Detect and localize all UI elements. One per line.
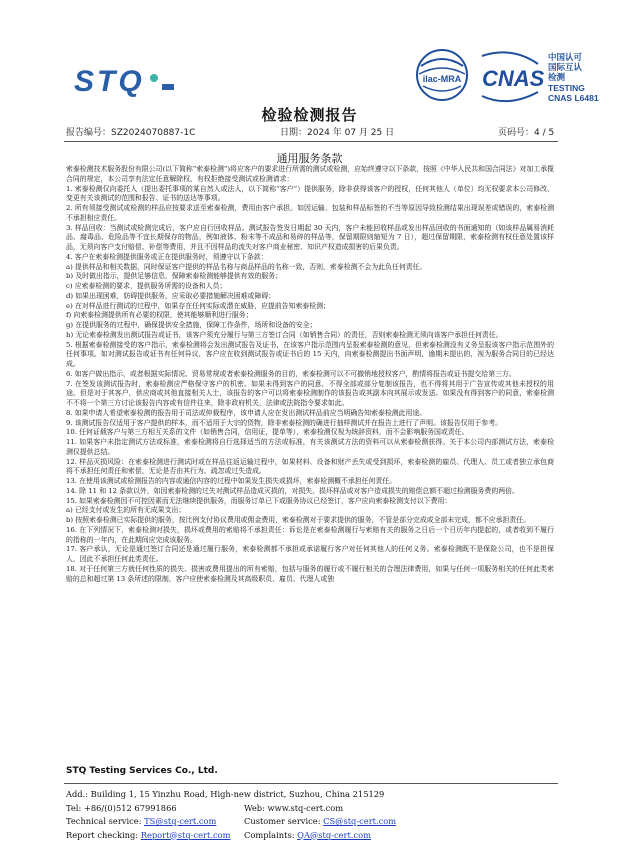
cnas-cn-line1: 中国认可 <box>548 53 583 63</box>
terms-paragraph: 5. 根据索泰检测接受的客户指示，索泰检测将会发出测试报告及证书，在该客户指示范围内呈报索泰检测的意见，但索泰检测没有义务呈报该客户指示范围外的任何事项。如对测试报告或证书有任何异议，客户应在收到测试报告或证书后的 15 天内，向索泰检测提出书面声明，逾期未提出的，视为服务合同目的已经达成。 <box>66 340 554 368</box>
report-meta <box>66 125 556 139</box>
cnas-en-line1: TESTING <box>548 83 585 93</box>
terms-paragraph: 18. 对于任何第三方就任何性质的损失、损害或费用提出的所有索赔，包括与服务的履行或不履行相关的合理法律费用，如果与任何一项服务相关的任何此类索赔的总和超过第 13 条所述的限制，客户应使索泰检测及其高级职员、雇员、代理人或独 <box>66 564 554 583</box>
header-divider <box>64 141 558 142</box>
terms-paragraph: 16. 在下列情况下，索泰检测对损失，损坏或费用的索赔将不承担责任：诉讼是在索泰检测履行与索赔有关的服务之日后一个日历年内提起的，或者收到不履行的指称的一年内，在此期间应完成该服务。 <box>66 525 554 544</box>
stq-logo <box>72 64 182 98</box>
report-checking-label: Report checking: <box>66 829 141 840</box>
cnas-brand: CNAS <box>482 66 545 91</box>
terms-paragraph: 4. 客户在索泰检测提供服务或正在提供服务时，须遵守以下条款： <box>66 252 268 261</box>
terms-paragraph: b) 及时做出指示，提供足够信息，保障索泰检测能够提供有效的服务； <box>66 272 283 281</box>
terms-paragraph: h) 无论索泰检测发出测试报告或证书，该客户须充分履行与第三方签订合同（如销售合同）的责任，否则索泰检测无须向该客户承担任何责任。 <box>66 330 503 339</box>
terms-paragraph: 17. 客户承认，无论是通过签订合同还是通过履行服务，索泰检测都不承担或承诺履行客户对任何其他人的任何义务。索泰检测既不是保险公司，也不是担保人，因此不承担任何此类责任。 <box>66 545 554 563</box>
footer-divider <box>64 783 558 784</box>
footer-tel: Tel: +86/(0)512 67991866 <box>66 802 177 813</box>
cnas-cn-line2: 国际互认 <box>548 63 583 73</box>
stq-logo-text: STQ <box>74 65 145 98</box>
report-checking-email-link[interactable]: Report@stq-cert.com <box>140 829 231 840</box>
terms-paragraph: 1. 索泰检测仅向委托人（提出委托事项的某自然人或法人，以下简称“客户”）提供服务，除非获得该客户的授权，任何其他人（单位）均无权要求本公司修改、变更有关该测试的范围和报告、证书的送达等事项。 <box>66 184 554 203</box>
customer-service-email-link[interactable]: CS@stq-cert.com <box>323 816 397 826</box>
page-number: 页码号：4 / 5 <box>498 128 555 138</box>
terms-paragraph: e) 在对样品进行测试的过程中，如果存在任何实际或潜在威胁，应提前告知索泰检测； <box>66 301 330 310</box>
company-name-en: STQ Testing Services Co., Ltd. <box>66 766 218 776</box>
terms-paragraph: c) 应索泰检测的要求，提供服务所需的设备和人员； <box>66 282 227 290</box>
footer <box>66 789 556 843</box>
report-number: 报告编号：SZ2024070887-1C <box>66 128 196 138</box>
cnas-en-line2: CNAS L6481 <box>548 93 599 103</box>
complaints-email-link[interactable]: QA@stq-cert.com <box>297 829 371 840</box>
technical-service-label: Technical service: <box>66 816 145 826</box>
footer-check-row <box>66 830 556 844</box>
terms-paragraph: 7. 在签发该测试报告时，索泰检测应严格保守客户的机密。如果未得到客户的同意，不得全部或部分复制该报告，也不得将其用于广告宣传或其他未授权的用途。但是对于其客户，供应商或其他直接相关人士，该报告的客户可以将索泰检测制作的该报告或其副本向其展示或发送。如果没有得到客户的同意，索泰检测不不将一个第三方讨论该报告内容或有信件往来，除非政府机关，法律或法院指令要求如此。 <box>66 379 554 407</box>
terms-paragraph: 索泰检测技术服务股份有限公司(以下简称“索泰检测”)将应客户的要求进行所需的测试或检测，应始终遵守以下条款，按照《中华人民共和国合同法》对加工承揽合同的规定，本公司享有法定任意解除权，有权拒绝接受测试或检测请求： <box>66 165 554 183</box>
terms-body <box>66 165 554 584</box>
terms-paragraph: 3. 样品回收：当测试或检测完成后，客户应自行回收样品。测试报告签发日期起 30 天内，客户未能回收样品或发出样品回收的书面通知的（如该样品属易消耗品、腐毒品、危险品等不宜长期保存的物品，例如液体、粉末等不成品和易碎的样品等，保留期限则缩短为 7 日），超过保留期限，索泰检测有权任意处置该样品，无须向客户支付赔偿、补偿等费用，并且不因样品的流失对客户商业秘密、知识产权造成损害的后果负责。 <box>66 223 554 251</box>
terms-paragraph: f) 向索泰检测提供所有必要的权限，使其能够顺利进行服务； <box>66 311 253 320</box>
terms-paragraph: 13. 在使用该测试或检测报告的内容或通信内容的过程中如果发生损失或损坏，索泰检测概不承担任何责任。 <box>66 477 397 485</box>
terms-paragraph: 2. 所有须接受测试或检测的样品应按要求送至索泰检测，费用由客户承担。如因运输、包装和样品标签的不当等原因导致检测结果出现误差或错误的，索泰检测不承担相应责任。 <box>66 204 554 222</box>
ilac-logo-text: ilac-MRA <box>422 74 462 84</box>
footer-address: Add.: Building 1, 15 Yinzhu Road, High-new district, Suzhou, China 215129 <box>66 789 385 799</box>
footer-contact-row <box>66 803 556 817</box>
terms-paragraph: d) 如果出现困难，妨碍提供服务，应采取必要措施解决困难或障碍； <box>66 291 276 300</box>
cnas-cn-line3: 检测 <box>548 73 566 83</box>
complaints-label: Complaints: <box>244 829 298 840</box>
terms-paragraph: 9. 该测试报告仅适用于客户提供的样本，而不适用于大宗的货物，除非索泰检测的确进行抽样测试并在报告上进行了声明。该报告仅用于参考。 <box>66 418 502 427</box>
terms-paragraph: 10. 任何证载客户与第三方相互关系的文件（如销售合同，信用证，提单等），索泰检测仅视为统辞资料，而不会影响服务国或责任。 <box>66 428 469 437</box>
terms-paragraph: a) 已经支付或发生的所有无成果支出； <box>66 506 186 515</box>
terms-paragraph: 8. 如果申请人希望索泰检测的报告用于司法或仲裁程序，该申请人应在发出测试样品前应当明确告知索泰检测此用途。 <box>66 408 427 417</box>
terms-paragraph: b) 按照索泰检测已实际提供的服务，按比例支付协议费用或佣金费用，索泰检测对于要求提供的服务，不管是部分完成或全部未完成，都不应承担责任。 <box>66 516 531 524</box>
terms-paragraph: g) 在提供服务的过程中，确保提供安全措施，保障工作条件，场所和设备的安全； <box>66 321 317 329</box>
section-title: 通用服务条款 <box>276 152 343 165</box>
terms-paragraph: 15. 如果索泰检测因不可控因素而无法继续提供服务，而服务订单已下或服务协议已经签订，客户应向索泰检测支付以下费用： <box>66 496 452 505</box>
report-date: 日期：2024 年 07 月 25 日 <box>280 128 395 138</box>
terms-paragraph: 6. 如客户做出指示，或者根据实际情况、贸易常规或者索泰检测服务的目的，索泰检测可以不可撤销地授权客户，酌情将报告或证书提交给第三方。 <box>66 369 516 378</box>
terms-paragraph: 11. 如果客户未指定测试方法或标准，索泰检测将自行选择适当的方法或标准，有关该测试方法的资料可以从索泰检测获得。关于本公司内部测试方法，索泰检测仅提供总结。 <box>66 438 554 456</box>
technical-service-email-link[interactable]: TS@stq-cert.com <box>144 816 217 826</box>
footer-web: Web: www.stq-cert.com <box>244 802 344 813</box>
footer-address-row <box>66 789 556 803</box>
document-title: 检验检测报告 <box>261 106 358 124</box>
terms-paragraph: 12. 样品灭损风险：在索泰检测进行测试时或在样品往返运输过程中，如果材料、设备和财产丢失或受到损坏，索泰检测的雇员、代理人、员工或者独立承包商将不承担任何责任和索偿，无论是否由其行为、疏忽或过失造成。 <box>66 457 554 476</box>
terms-paragraph: 14. 除 11 和 12 条款以外，如因索泰检测的过失对测试样品造成灭损的，对损失，损坏样品或对客户造成损失的赔偿总额不超过检测服务费的两倍。 <box>66 486 519 495</box>
terms-paragraph: a) 提供样品和相关数据，同时保证客户提供的样品名称与商品样品的名称一致，否则，索泰检测不会为此负任何责任。 <box>66 262 427 271</box>
cnas-logo <box>478 50 602 106</box>
customer-service-label: Customer service: <box>244 816 324 826</box>
ilac-mra-logo <box>413 48 471 102</box>
footer-service-row <box>66 816 556 830</box>
